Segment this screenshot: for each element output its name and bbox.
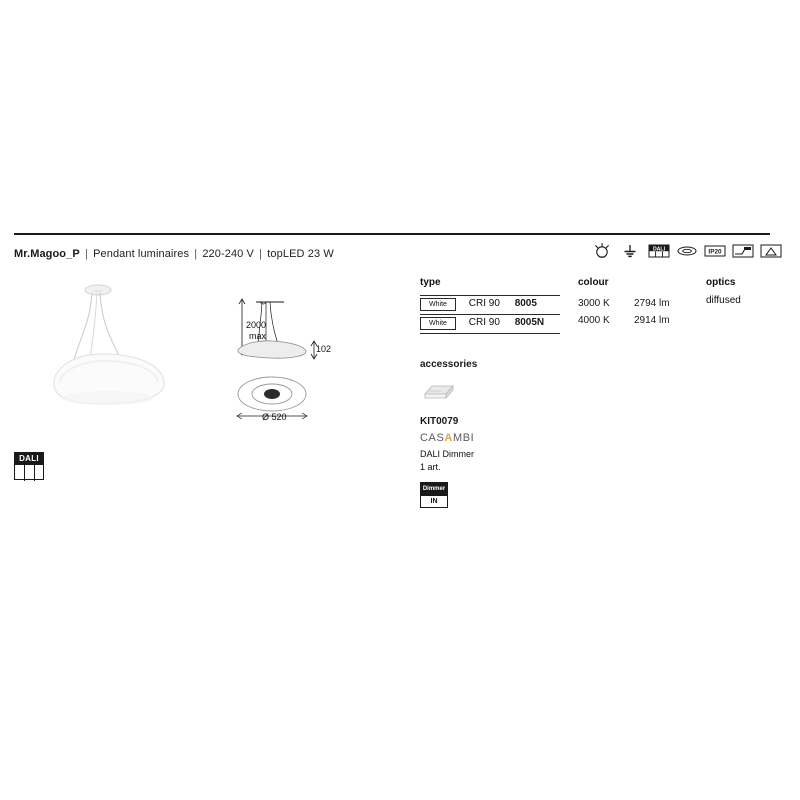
product-code: 8005N <box>514 317 545 328</box>
cct-value: 3000 K <box>578 298 610 309</box>
accessory-brand-pre: CAS <box>420 432 445 444</box>
product-source: topLED 23 W <box>267 248 334 260</box>
luminous-flux-value: 2794 lm <box>634 298 670 309</box>
table-row[interactable] <box>420 315 560 334</box>
product-name: Mr.Magoo_P <box>14 248 80 260</box>
luminous-flux-value: 2914 lm <box>634 315 670 326</box>
svg-text:DALI: DALI <box>652 246 666 253</box>
cct-value: 4000 K <box>578 315 610 326</box>
product-voltage: 220-240 V <box>202 248 254 260</box>
page-title <box>14 248 334 261</box>
accessories-header: accessories <box>420 359 478 370</box>
dali-badge-line-2 <box>34 465 35 481</box>
accessory-code: KIT0079 <box>420 416 459 427</box>
ip20-icon <box>704 242 724 260</box>
diffuser-icon <box>676 242 696 260</box>
dali-badge-label: DALI <box>15 453 43 465</box>
accessory-description: DALI Dimmer <box>420 449 475 459</box>
title-separator-2: | <box>194 248 198 260</box>
svg-text:IP20: IP20 <box>708 248 722 256</box>
dimension-drawing <box>228 296 358 436</box>
accessory-quantity: 1 art. <box>420 462 441 472</box>
header-divider <box>14 233 770 235</box>
pictogram-strip <box>592 240 772 262</box>
dimmer-in-badge <box>420 482 448 508</box>
optics-column-header: optics <box>706 277 736 288</box>
dali-badge-line-1 <box>24 465 25 481</box>
product-illustration <box>40 278 200 428</box>
accessory-image <box>422 378 456 404</box>
accessory-brand <box>420 432 474 444</box>
type-column-header: type <box>420 277 441 288</box>
table-row <box>578 295 670 312</box>
body-height-label: 102 <box>316 344 332 354</box>
colour-swatch: White <box>420 317 456 330</box>
cri-value: CRI 90 <box>468 298 500 309</box>
cri-value: CRI 90 <box>468 317 500 328</box>
suitable-surface-icon <box>760 242 780 260</box>
surface-mount-icon <box>732 242 752 260</box>
product-category: Pendant luminaires <box>93 248 190 260</box>
optics-value: diffused <box>706 295 741 306</box>
suspension-height-value: 2000 <box>245 320 266 330</box>
table-row <box>578 312 670 329</box>
class-i-earth-icon <box>620 242 640 260</box>
dimmer-badge-top-label: Dimmer <box>421 483 447 496</box>
dali-icon <box>648 242 668 260</box>
colour-column-header: colour <box>578 277 609 288</box>
dali-badge <box>14 452 44 480</box>
optics-column <box>706 277 741 306</box>
diameter-label: Ø 520 <box>262 412 287 422</box>
suspension-height-unit: max <box>248 331 266 341</box>
table-row[interactable] <box>420 296 560 315</box>
accessory-brand-post: MBI <box>452 432 475 444</box>
dimmer-badge-bottom-label: IN <box>430 498 438 505</box>
colour-swatch: White <box>420 298 456 311</box>
type-table <box>420 295 560 334</box>
type-row-cell <box>420 296 560 315</box>
colour-table <box>578 295 670 329</box>
product-code: 8005 <box>514 298 537 309</box>
title-separator-3: | <box>259 248 263 260</box>
type-row-cell <box>420 315 560 334</box>
title-separator-1: | <box>84 248 88 260</box>
accessory-brand-accent: A <box>444 432 453 444</box>
colour-column <box>578 277 670 329</box>
type-column <box>420 277 560 334</box>
led-module-icon <box>592 242 612 260</box>
suspension-height-label <box>232 320 266 342</box>
